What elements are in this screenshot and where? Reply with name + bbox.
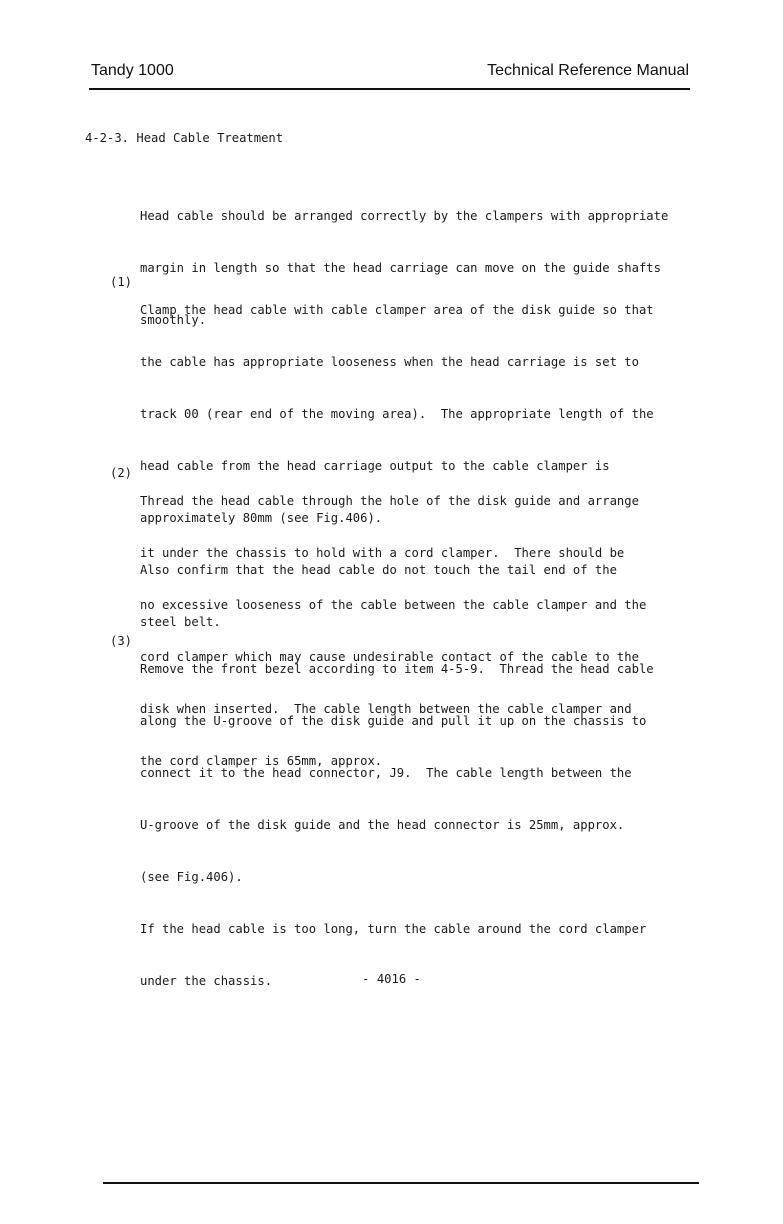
item-line: connect it to the head connector, J9. The cable length between the	[140, 766, 632, 780]
item-line: Also confirm that the head cable do not touch the tail end of the	[140, 563, 617, 577]
item-line: the cable has appropriate looseness when the head carriage is set to	[140, 355, 639, 369]
item-number: (2)	[110, 466, 133, 480]
item-line: Clamp the head cable with cable clamper area of the disk guide so that	[140, 303, 654, 317]
item-line: If the head cable is too long, turn the cable around the cord clamper	[140, 922, 647, 936]
item-line: Remove the front bezel according to item 4-5-9. Thread the head cable	[140, 662, 654, 676]
manual-title: Technical Reference Manual	[487, 62, 689, 79]
item-line: track 00 (rear end of the moving area). The appropriate length of the	[140, 407, 654, 421]
header-rule	[89, 88, 690, 90]
item-number: (1)	[110, 275, 133, 289]
section-heading: 4-2-3. Head Cable Treatment	[85, 131, 284, 145]
item-3-paragraph	[140, 629, 654, 1007]
item-line: head cable from the head carriage output to the cable clamper is	[140, 459, 610, 473]
item-line: along the U-groove of the disk guide and pull it up on the chassis to	[140, 714, 647, 728]
page-number: - 4016 -	[362, 972, 421, 986]
item-line: the cord clamper is 65mm, approx.	[140, 754, 383, 768]
footer-rule	[103, 1182, 699, 1184]
item-number: (3)	[110, 634, 133, 648]
item-line: U-groove of the disk guide and the head connector is 25mm, approx.	[140, 818, 625, 832]
item-line: steel belt.	[140, 615, 221, 629]
item-line: under the chassis.	[140, 974, 273, 988]
intro-line: margin in length so that the head carriage can move on the guide shafts	[140, 261, 661, 275]
header-title: Tandy 1000	[91, 62, 174, 79]
item-line: Thread the head cable through the hole of the disk guide and arrange	[140, 494, 639, 508]
item-line: cord clamper which may cause undesirable contact of the cable to the	[140, 650, 639, 664]
item-line: it under the chassis to hold with a cord clamper. There should be	[140, 546, 625, 560]
item-line: (see Fig.406).	[140, 870, 243, 884]
intro-line: smoothly.	[140, 313, 207, 327]
item-line: disk when inserted. The cable length between the cable clamper and	[140, 702, 632, 716]
intro-line: Head cable should be arranged correctly by the clampers with appropriate	[140, 209, 669, 223]
item-line: no excessive looseness of the cable between the cable clamper and the	[140, 598, 647, 612]
item-line: approximately 80mm (see Fig.406).	[140, 511, 383, 525]
